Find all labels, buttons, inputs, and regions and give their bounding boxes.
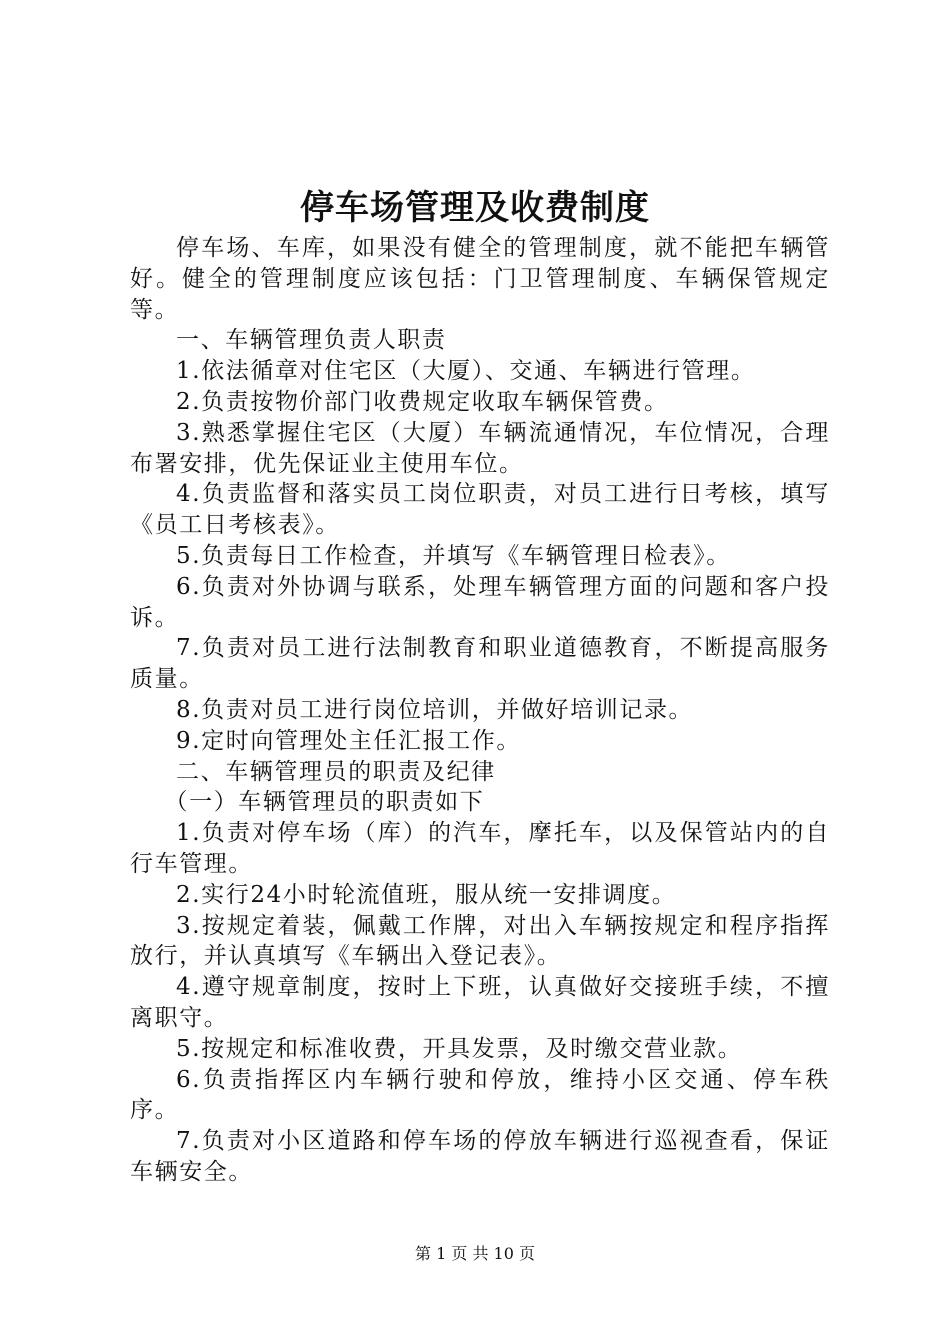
list-item: 8.负责对员工进行岗位培训，并做好培训记录。 — [176, 696, 694, 723]
list-item: 1.依法循章对住宅区（大厦）、交通、车辆进行管理。 — [176, 358, 756, 385]
list-item: 6.负责指挥区内车辆行驶和停放，维持小区交通、停车秩序。 — [130, 1066, 830, 1124]
list-item: 2.负责按物价部门收费规定收取车辆保管费。 — [176, 388, 669, 415]
page-number-footer: 第 1 页 共 10 页 — [415, 1244, 535, 1263]
list-item: 4.遵守规章制度，按时上下班，认真做好交接班手续，不擅离职守。 — [130, 974, 830, 1031]
list-item: 2.实行24小时轮流值班，服从统一安排调度。 — [176, 881, 677, 908]
list-item: 5.按规定和标准收费，开具发票，及时缴交营业款。 — [176, 1035, 743, 1062]
list-item: 4.负责监督和落实员工岗位职责，对员工进行日考核，填写《员工日考核表》。 — [130, 481, 830, 539]
list-item: 9.定时向管理处主任汇报工作。 — [176, 727, 521, 754]
list-item: 1.负责对停车场（库）的汽车，摩托车，以及保管站内的自行车管理。 — [130, 820, 830, 877]
list-item: 7.负责对小区道路和停车场的停放车辆进行巡视查看，保证车辆安全。 — [130, 1128, 830, 1185]
document-body — [130, 233, 830, 1188]
document-title: 停车场管理及收费制度 — [300, 188, 650, 228]
subsection-heading: （一）车辆管理员的职责如下 — [164, 789, 485, 816]
list-item: 5.负责每日工作检查，并填写《车辆管理日检表》。 — [176, 542, 731, 569]
list-item: 6.负责对外协调与联系，处理车辆管理方面的问题和客户投诉。 — [130, 573, 830, 631]
intro-paragraph: 停车场、车库，如果没有健全的管理制度，就不能把车辆管好。健全的管理制度应该包括：门卫管理制度、车辆保管规定等。 — [130, 235, 830, 323]
list-item: 3.熟悉掌握住宅区（大厦）车辆流通情况，车位情况，合理布署安排，优先保证业主使用车位。 — [130, 419, 830, 477]
section-heading-2: 二、车辆管理员的职责及纪律 — [176, 758, 496, 785]
list-item: 3.按规定着装，佩戴工作牌，对出入车辆按规定和程序指挥放行，并认真填写《车辆出入登记表》。 — [130, 912, 830, 970]
section-heading-1: 一、车辆管理负责人职责 — [176, 327, 447, 354]
list-item: 7.负责对员工进行法制教育和职业道德教育，不断提高服务质量。 — [130, 635, 830, 693]
